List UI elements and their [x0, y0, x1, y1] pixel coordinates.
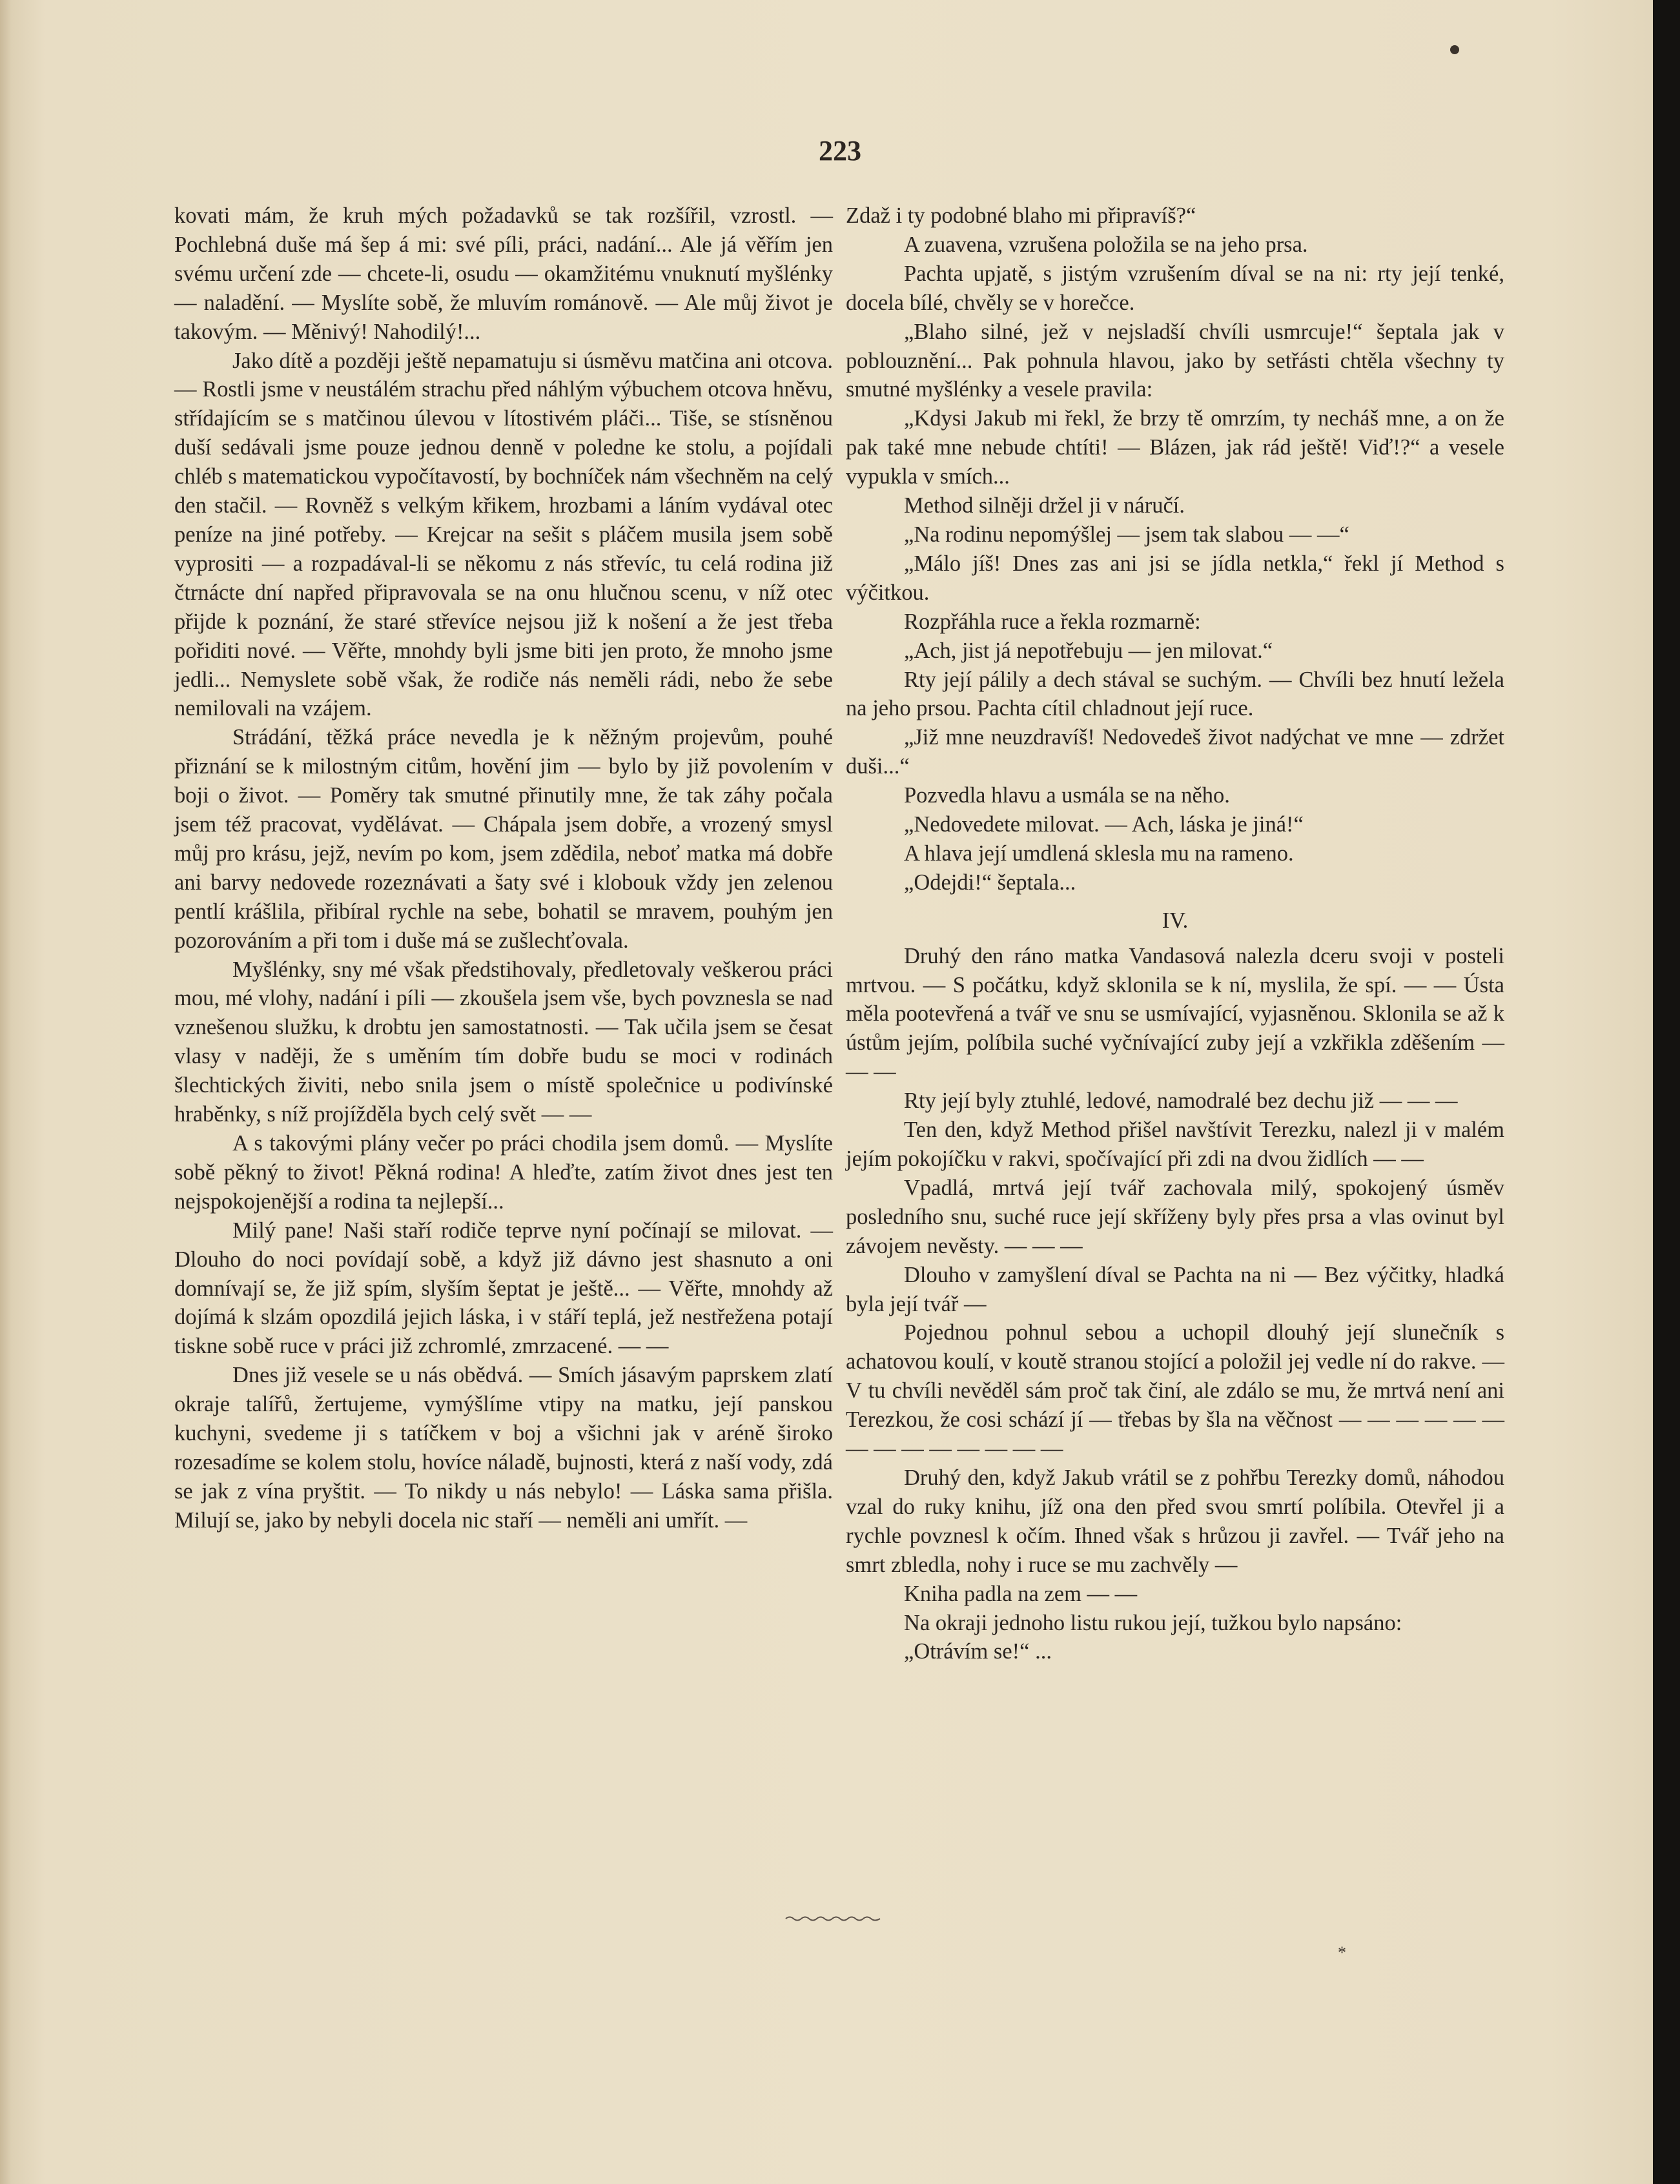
paragraph: Druhý den, když Jakub vrátil se z pohřbu Terezky domů, náhodou vzal do ruky knihu, jíž ona den před svou smrtí políbila. Otevřel ji a rychle povznesl k očím. Ihned však s hrůzou ji zavřel. — Tvář jeho na smrt zbledla, nohy i ruce se mu zachvěly —: [846, 1465, 1504, 1577]
paragraph: „Odejdi!“ šeptala...: [904, 870, 1076, 895]
paragraph: Method silněji držel ji v náručí.: [904, 493, 1185, 518]
paragraph: Rty její byly ztuhlé, ledové, namodralé bez dechu již — — —: [904, 1088, 1458, 1114]
paragraph: Na okraji jednoho listu rukou její, tužkou bylo napsáno:: [904, 1610, 1402, 1635]
asterisk-mark: *: [1338, 1943, 1346, 1962]
paragraph: „Málo jíš! Dnes zas ani jsi se jídla netkla,“ řekl jí Method s výčitkou.: [846, 551, 1504, 605]
paragraph: Pachta upjatě, s jistým vzrušením díval se na ni: rty její tenké, docela bílé, chvěly se v horečce.: [846, 261, 1504, 315]
paragraph: Zdaž i ty podobné blaho mi připravíš?“: [846, 203, 1196, 228]
paragraph: „Již mne neuzdravíš! Nedovedeš život nadýchat ve mne — zdržet duši...“: [846, 725, 1504, 779]
paragraph: „Ach, jist já nepotřebuju — jen milovat.“: [904, 638, 1273, 663]
paragraph: „Nedovedete milovat. — Ach, láska je jiná!“: [904, 812, 1304, 837]
paragraph: Pozvedla hlavu a usmála se na něho.: [904, 783, 1230, 808]
left-text-column: [174, 201, 833, 1535]
paragraph: Strádání, těžká práce nevedla je k něžným projevům, pouhé přiznání se k milostným citům, hovění jim — bylo by již povolením v boji o život. — Poměry tak smutné přinutily mne, že tak záhy počala jsem též pracovat, vydělávat. — Chápala jsem dobře, a vrozený smysl můj pro krásu, jejž, nevím po kom, jsem zdědila, neboť matka má dobře ani barvy nedovede rozeznávati a šaty své i klobouk vždy jen zelenou pentlí krášlila, přibíral rychle na sebe, bohatil se mravem, pouhým jen pozorováním a při tom i duše má se zušlechťovala.: [174, 725, 833, 953]
paragraph: „Blaho silné, jež v nejsladší chvíli usmrcuje!“ šeptala jak v poblouznění... Pak pohnula hlavou, jako by setřásti chtěla všechny ty smutné myšlénky a vesele pravila:: [846, 319, 1504, 402]
paragraph: Ten den, když Method přišel navštívit Terezku, nalezl ji v malém jejím pokojíčku v rakvi, spočívající při zdi na dvou židlích — —: [846, 1118, 1504, 1171]
paragraph: kovati mám, že kruh mých požadavků se tak rozšířil, vzrostl. — Pochlebná duše má šep á mi: své píli, práci, nadání... Ale já věřím jen svému určení zde — chcete-li, osudu — okamžitému vnuknutí myšlénky — naladění. — Myslíte sobě, že mluvím románově. — Ale můj život je takovým. — Měnivý! Nahodilý!...: [174, 203, 833, 344]
end-ornament: [784, 1914, 881, 1923]
paragraph: A zuavena, vzrušena položila se na jeho prsa.: [904, 232, 1308, 257]
scan-background-edge: [1653, 0, 1680, 2184]
paragraph: A s takovými plány večer po práci chodila jsem domů. — Myslíte sobě pěkný to život! Pěkná rodina! A hleďte, zatím život dnes jest ten nejspokojenější a rodina ta nejlepší...: [174, 1131, 833, 1214]
paragraph: „Na rodinu nepomýšlej — jsem tak slabou — —“: [904, 522, 1349, 547]
paragraph: A hlava její umdlená sklesla mu na rameno.: [904, 841, 1294, 866]
section-heading: IV.: [1162, 908, 1189, 933]
paragraph: „Kdysi Jakub mi řekl, že brzy tě omrzím, ty necháš mne, a on že pak také mne nebude chtíti! — Blázen, jak rád ještě! Viď!?“ a vesele vypukla v smích...: [846, 406, 1504, 489]
paragraph: Rozpřáhla ruce a řekla rozmarně:: [904, 609, 1201, 634]
paragraph: Vpadlá, mrtvá její tvář zachovala milý, spokojený úsměv posledního snu, suché ruce její skříženy byly přes prsa a vlas ovinut byl závojem nevěsty. — — —: [846, 1175, 1504, 1258]
paragraph: Dlouho v zamyšlení díval se Pachta na ni — Bez výčitky, hladká byla její tvář —: [846, 1262, 1504, 1316]
paragraph: Kniha padla na zem — —: [904, 1581, 1138, 1606]
paragraph: Jako dítě a později ještě nepamatuju si úsměvu matčina ani otcova. — Rostli jsme v neustálém strachu před náhlým výbuchem otcova hněvu, střídajícím se s matčinou úlevou v lítostivém pláči... Tiše, se stísněnou duší sedávali jsme pouze jednou denně v poledne ke stolu, a pojídali chléb s matematickou vypočítavostí, by bochníček nám všechněm na celý den stačil. — Rovněž s velkým křikem, hrozbami a láním vydával otec peníze na jiné potřeby. — Krejcar na sešit s pláčem musila jsem sobě vyprositi — a rozpadával-li se někomu z nás střevíc, tu celá rodina již čtrnácte dní napřed připravovala se na onu hlučnou scenu, v níž otec přijde k poznání, že staré střevíce nejsou již k nošení a že jest třeba pořiditi nové. — Věřte, mnohdy byli jsme biti jen proto, že mnoho jsme jedli... Nemyslete sobě však, že rodiče nás neměli rádi, nebo že sebe nemilovali na vzájem.: [174, 348, 833, 721]
paragraph: Rty její pálily a dech stával se suchým. — Chvíli bez hnutí ležela na jeho prsou. Pachta cítil chladnout její ruce.: [846, 667, 1504, 721]
paragraph: Myšlénky, sny mé však předstihovaly, předletovaly veškerou práci mou, mé vlohy, nadání i píli — zkoušela jsem vše, bych povznesla se nad vznešenou služku, k drobtu jen samostatnosti. — Tak učila jsem se česat vlasy v naději, že s uměním tím dobře budu se moci v rodinách šlechtických živiti, nebo snila jsem o místě společnice u podivínské hraběnky, s níž projížděla bych celý svět — —: [174, 957, 833, 1127]
paragraph: Druhý den ráno matka Vandasová nalezla dceru svoji v posteli mrtvou. — S počátku, když sklonila se k ní, myslila, že spí. — — Ústa měla pootevřená a tvář ve snu se usmívající, vyjasněnou. Sklonila se až k ústům jejím, políbila suché vyčnívající zuby její a vzkřikla zděšením — — —: [846, 943, 1504, 1085]
paragraph: Pojednou pohnul sebou a uchopil dlouhý její slunečník s achatovou koulí, v koutě stranou stojící a položil jej vedle ní do rakve. — V tu chvíli nevěděl sám proč tak činí, ale zdálo se mu, že mrtvá není ani Terezkou, že cosi schází jí — třebas by šla na věčnost — — — — — — — — — — — — — —: [846, 1320, 1504, 1462]
paragraph: Milý pane! Naši staří rodiče teprve nyní počínají se milovat. — Dlouho do noci povídají sobě, a když již dávno jest shasnuto a oni domnívají se, že již spím, slyším šeptat je ještě... — Věřte, mnohdy až dojímá k slzám opozdilá jejich láska, i v stáří teplá, jež nestřežena potají tiskne sobě ruce v práci již zchromlé, zmrzacené. — —: [174, 1218, 833, 1359]
ink-spot: [1450, 45, 1459, 54]
right-text-column: [846, 201, 1504, 1666]
paragraph: „Otrávím se!“ ...: [904, 1639, 1052, 1664]
page-number: 223: [819, 135, 861, 167]
paragraph: Dnes již vesele se u nás obědvá. — Smích jásavým paprskem zlatí okraje talířů, žertujeme, vymýšlíme vtipy na matku, její panskou kuchyni, svedeme ji s tatíčkem v boj a všichni jak v aréně široko rozesadíme se kolem stolu, hovíce náladě, bujnosti, která z naší vody, zdá se jak z vína pryštit. — To nikdy u nás nebylo! — Láska sama přišla. Milují se, jako by nebyli docela nic staří — neměli ani umřít. —: [174, 1363, 833, 1533]
